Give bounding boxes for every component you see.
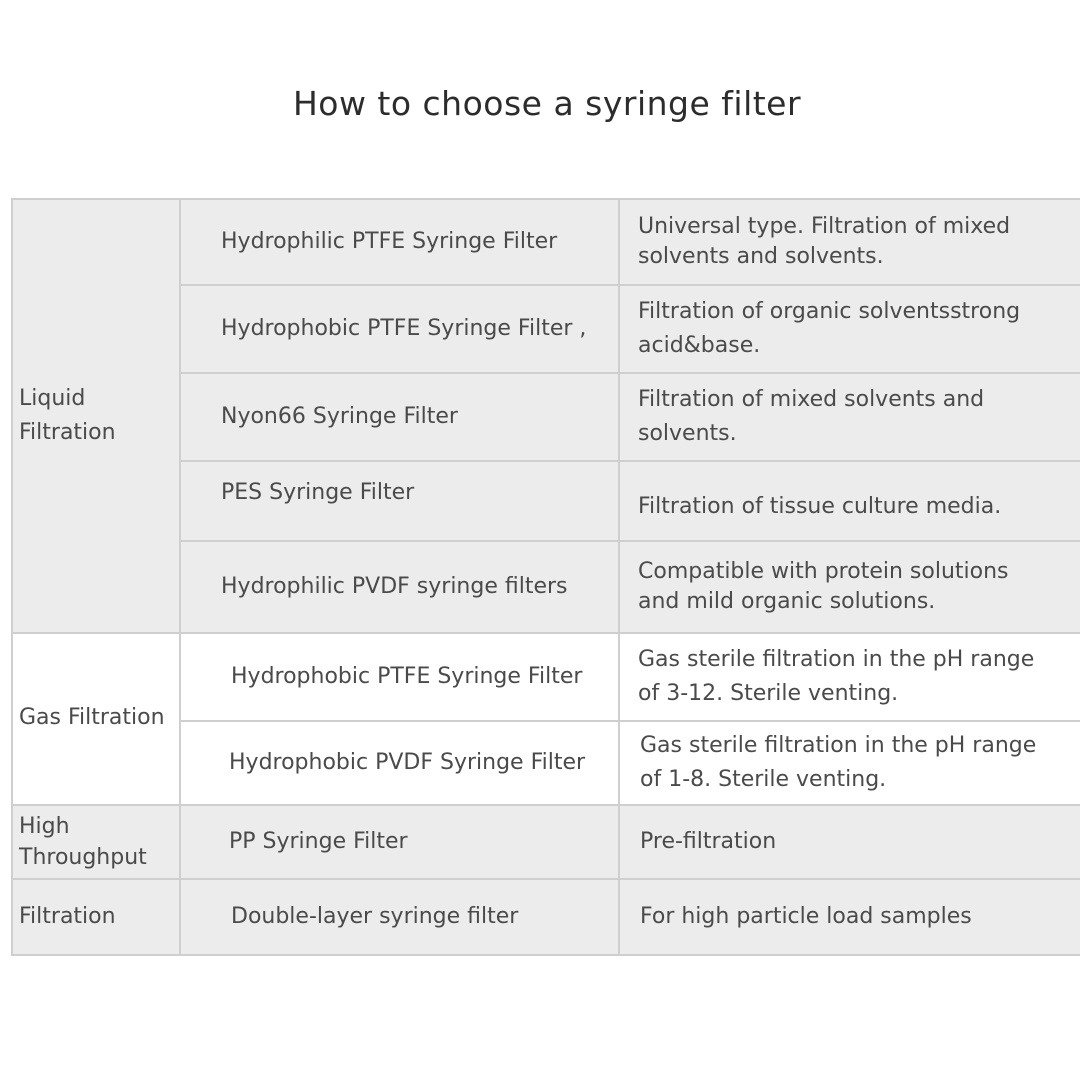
filter-selection-table [11,198,1080,956]
row-divider [13,878,1080,880]
table-row-description [620,880,1080,954]
category-label: Gas Filtration [19,705,165,730]
row-divider [181,284,1080,286]
description-text: Filtration of organic solventsstrong acid&base. [638,299,1021,358]
table-row-description [620,722,1080,804]
product-name: Hydrophobic PTFE Syringe Filter [231,664,583,689]
table-row-product [181,374,618,460]
description-text: Gas sterile filtration in the pH range of 1-8. Sterile venting. [640,733,1037,792]
category-liquid-filtration [13,200,179,632]
row-divider [181,460,1080,462]
description-text: Gas sterile filtration in the pH range of 3-12. Sterile venting. [638,647,1035,706]
product-name: Hydrophilic PVDF syringe filters [221,574,568,599]
table-row-product [181,200,618,284]
table-row-product [181,880,618,954]
description-text: Compatible with protein solutions and mild organic solutions. [638,559,1009,614]
title-text: How to choose a syringe filter [292,84,802,123]
product-name: Hydrophobic PTFE Syringe Filter , [221,316,587,341]
product-name: Double-layer syringe filter [231,904,519,929]
row-divider [181,720,1080,722]
table-row-description [620,462,1080,540]
category-gas-filtration [13,632,179,804]
table-row-product [181,542,618,632]
category-label: Filtration [19,904,116,929]
product-name: Hydrophilic PTFE Syringe Filter [221,229,558,254]
table-row-description [620,374,1080,460]
column-divider [179,200,181,954]
table-row-product [181,722,618,804]
row-divider [13,804,1080,806]
description-text: Filtration of tissue culture media. [638,494,1002,519]
description-text: Pre-filtration [640,829,777,854]
table-row-description [620,634,1080,720]
table-row-description [620,806,1080,878]
table-row-product [181,634,618,720]
category-high-throughput [13,804,179,880]
table-row-description [620,200,1080,284]
row-divider [181,540,1080,542]
category-label: High Throughput [19,814,147,870]
table-row-description [620,542,1080,632]
category-label: Liquid Filtration [19,386,116,445]
page-title [0,84,1080,123]
description-text: Filtration of mixed solvents and solvents. [638,387,985,446]
table-row-product [181,286,618,372]
description-text: Universal type. Filtration of mixed solvents and solvents. [638,214,1011,269]
product-name: PES Syringe Filter [221,480,415,505]
table-row-product [181,462,618,540]
table-row-description [620,286,1080,372]
product-name: Hydrophobic PVDF Syringe Filter [229,750,586,775]
row-divider [13,632,1080,634]
product-name: PP Syringe Filter [229,829,408,854]
column-divider [618,200,620,954]
category-high-throughput-cont [13,880,179,954]
table-row-product [181,806,618,878]
row-divider [181,372,1080,374]
description-text: For high particle load samples [640,904,972,929]
product-name: Nyon66 Syringe Filter [221,404,458,429]
